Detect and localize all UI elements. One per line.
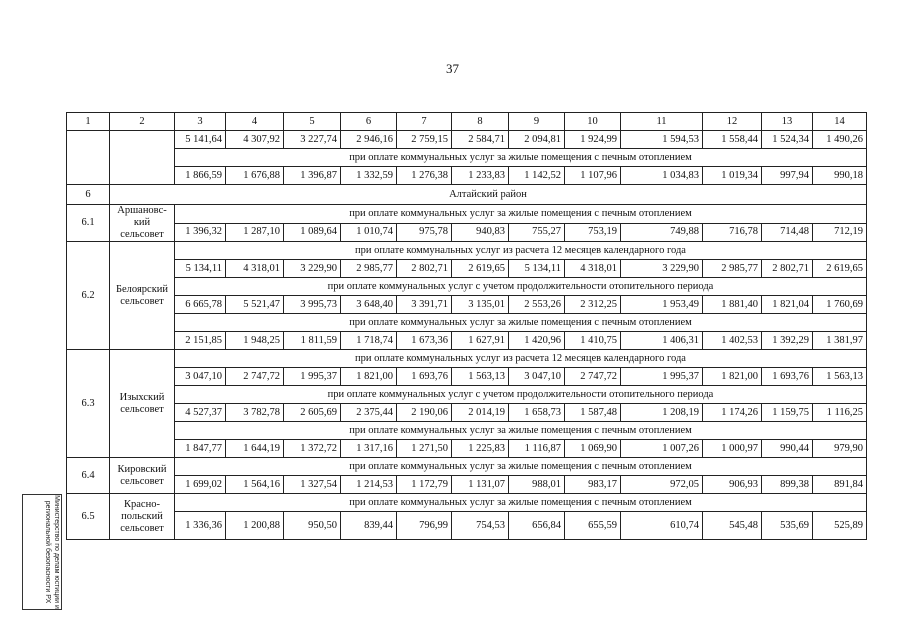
value-cell: 1 627,91: [452, 332, 509, 350]
value-cell: 1 524,34: [762, 131, 813, 149]
value-cell: 997,94: [762, 167, 813, 185]
header-cell: 13: [762, 113, 813, 131]
index-cell: [67, 131, 110, 185]
value-cell: 753,19: [565, 223, 621, 242]
value-cell: 1 821,00: [341, 368, 397, 386]
value-cell: 2 985,77: [341, 260, 397, 278]
value-cell: 1 007,26: [621, 440, 703, 458]
value-cell: 1 658,73: [509, 404, 565, 422]
note-cell: при оплате коммунальных услуг за жилые помещения с печным отоплением: [175, 314, 867, 332]
header-cell: 12: [703, 113, 762, 131]
value-cell: 1 392,29: [762, 332, 813, 350]
value-cell: 4 307,92: [226, 131, 284, 149]
value-cell: 899,38: [762, 476, 813, 494]
note-cell: при оплате коммунальных услуг из расчета 12 месяцев календарного года: [175, 350, 867, 368]
settlement-name: Аршановс-кий сельсовет: [110, 205, 175, 242]
value-cell: 2 759,15: [397, 131, 452, 149]
stamp-text: Министерство по делам юстиции и региональной безопасности РХ: [44, 495, 60, 609]
table-row: [67, 512, 867, 540]
value-cell: 4 318,01: [226, 260, 284, 278]
value-cell: 1 131,07: [452, 476, 509, 494]
settlement-index: 6.3: [67, 350, 110, 458]
value-cell: 1 317,16: [341, 440, 397, 458]
value-cell: 1 116,25: [813, 404, 867, 422]
value-cell: 2 190,06: [397, 404, 452, 422]
settlement-name: Белоярский сельсовет: [110, 242, 175, 350]
value-cell: 4 527,37: [175, 404, 226, 422]
settlement-index: 6.1: [67, 205, 110, 242]
value-cell: 3 047,10: [175, 368, 226, 386]
value-cell: 2 747,72: [226, 368, 284, 386]
value-cell: 2 747,72: [565, 368, 621, 386]
value-cell: 1 821,00: [703, 368, 762, 386]
value-cell: 950,50: [284, 512, 341, 540]
note-row: [67, 350, 867, 368]
value-cell: 1 287,10: [226, 223, 284, 242]
value-cell: 3 782,78: [226, 404, 284, 422]
value-cell: 3 229,90: [284, 260, 341, 278]
value-cell: 2 802,71: [397, 260, 452, 278]
value-cell: 990,18: [813, 167, 867, 185]
value-cell: 3 047,10: [509, 368, 565, 386]
value-cell: 3 229,90: [621, 260, 703, 278]
value-cell: 535,69: [762, 512, 813, 540]
value-cell: 906,93: [703, 476, 762, 494]
value-cell: 6 665,78: [175, 296, 226, 314]
page-number: 37: [446, 61, 459, 76]
value-cell: 988,01: [509, 476, 565, 494]
value-cell: 1 172,79: [397, 476, 452, 494]
header-cell: 11: [621, 113, 703, 131]
note-row: [67, 242, 867, 260]
value-cell: 1 200,88: [226, 512, 284, 540]
name-cell: [110, 131, 175, 185]
value-cell: 1 174,26: [703, 404, 762, 422]
note-cell: при оплате коммунальных услуг за жилые помещения с печным отоплением: [175, 149, 867, 167]
header-cell: 3: [175, 113, 226, 131]
value-cell: 839,44: [341, 512, 397, 540]
note-cell: при оплате коммунальных услуг с учетом продолжительности отопительного периода: [175, 278, 867, 296]
note-cell: при оплате коммунальных услуг за жилые помещения с печным отоплением: [175, 458, 867, 476]
value-cell: 1 010,74: [341, 223, 397, 242]
value-cell: 716,78: [703, 223, 762, 242]
note-cell: при оплате коммунальных услуг из расчета 12 месяцев календарного года: [175, 242, 867, 260]
value-cell: 972,05: [621, 476, 703, 494]
value-cell: 3 648,40: [341, 296, 397, 314]
value-cell: 1 069,90: [565, 440, 621, 458]
value-cell: 1 327,54: [284, 476, 341, 494]
value-cell: 979,90: [813, 440, 867, 458]
settlement-index: 6.5: [67, 494, 110, 540]
value-cell: 1 563,13: [813, 368, 867, 386]
value-cell: 755,27: [509, 223, 565, 242]
value-cell: 1 159,75: [762, 404, 813, 422]
value-cell: 1 847,77: [175, 440, 226, 458]
value-cell: 1 116,87: [509, 440, 565, 458]
value-cell: 1 563,13: [452, 368, 509, 386]
table-row: [67, 368, 867, 386]
note-cell: при оплате коммунальных услуг за жилые помещения с печным отоплением: [175, 422, 867, 440]
note-row: [67, 494, 867, 512]
value-cell: 1 490,26: [813, 131, 867, 149]
value-cell: 749,88: [621, 223, 703, 242]
value-cell: 1 995,37: [284, 368, 341, 386]
value-cell: 1 644,19: [226, 440, 284, 458]
value-cell: 1 019,34: [703, 167, 762, 185]
value-cell: 1 558,44: [703, 131, 762, 149]
value-cell: 714,48: [762, 223, 813, 242]
value-cell: 1 402,53: [703, 332, 762, 350]
value-cell: 1 693,76: [397, 368, 452, 386]
value-cell: 3 391,71: [397, 296, 452, 314]
value-cell: 655,59: [565, 512, 621, 540]
value-cell: 1 214,53: [341, 476, 397, 494]
tariff-table: [66, 112, 867, 540]
settlement-name: Изыхский сельсовет: [110, 350, 175, 458]
note-cell: при оплате коммунальных услуг с учетом продолжительности отопительного периода: [175, 386, 867, 404]
header-row: [67, 113, 867, 131]
value-cell: 1 821,04: [762, 296, 813, 314]
value-cell: 3 135,01: [452, 296, 509, 314]
value-cell: 983,17: [565, 476, 621, 494]
value-cell: 1 233,83: [452, 167, 509, 185]
value-cell: 1 693,76: [762, 368, 813, 386]
value-cell: 2 802,71: [762, 260, 813, 278]
value-cell: 1 276,38: [397, 167, 452, 185]
value-cell: 975,78: [397, 223, 452, 242]
header-cell: 4: [226, 113, 284, 131]
value-cell: 1 406,31: [621, 332, 703, 350]
value-cell: 1 924,99: [565, 131, 621, 149]
value-cell: 656,84: [509, 512, 565, 540]
table-row: [67, 440, 867, 458]
value-cell: 1 811,59: [284, 332, 341, 350]
value-cell: 1 142,52: [509, 167, 565, 185]
value-cell: 3 227,74: [284, 131, 341, 149]
header-cell: 2: [110, 113, 175, 131]
value-cell: 1 336,36: [175, 512, 226, 540]
value-cell: 3 995,73: [284, 296, 341, 314]
header-cell: 9: [509, 113, 565, 131]
header-cell: 10: [565, 113, 621, 131]
note-row: [67, 314, 867, 332]
value-cell: 1 410,75: [565, 332, 621, 350]
value-cell: 754,53: [452, 512, 509, 540]
value-cell: 2 375,44: [341, 404, 397, 422]
table-row: [67, 260, 867, 278]
value-cell: 2 014,19: [452, 404, 509, 422]
settlement-name: Красно-польский сельсовет: [110, 494, 175, 540]
table-row: [67, 332, 867, 350]
note-row: [67, 205, 867, 224]
header-cell: 8: [452, 113, 509, 131]
district-row: [67, 185, 867, 205]
value-cell: 1 381,97: [813, 332, 867, 350]
value-cell: 940,83: [452, 223, 509, 242]
note-cell: при оплате коммунальных услуг за жилые помещения с печным отоплением: [175, 494, 867, 512]
value-cell: 712,19: [813, 223, 867, 242]
value-cell: 610,74: [621, 512, 703, 540]
table-row: [67, 404, 867, 422]
value-cell: 1 332,59: [341, 167, 397, 185]
value-cell: 1 225,83: [452, 440, 509, 458]
table-row: [67, 167, 867, 185]
value-cell: 1 000,97: [703, 440, 762, 458]
value-cell: 2 312,25: [565, 296, 621, 314]
value-cell: 1 953,49: [621, 296, 703, 314]
header-cell: 1: [67, 113, 110, 131]
value-cell: 2 985,77: [703, 260, 762, 278]
value-cell: 1 271,50: [397, 440, 452, 458]
value-cell: 2 619,65: [813, 260, 867, 278]
value-cell: 2 584,71: [452, 131, 509, 149]
settlement-name: Кировский сельсовет: [110, 458, 175, 494]
note-row: [67, 458, 867, 476]
value-cell: 1 587,48: [565, 404, 621, 422]
table-row: [67, 476, 867, 494]
value-cell: 2 605,69: [284, 404, 341, 422]
value-cell: 5 141,64: [175, 131, 226, 149]
registration-stamp: [22, 494, 62, 610]
table-row: [67, 131, 867, 149]
note-row: [67, 278, 867, 296]
header-cell: 7: [397, 113, 452, 131]
value-cell: 796,99: [397, 512, 452, 540]
value-cell: 1 396,32: [175, 223, 226, 242]
note-row: [67, 422, 867, 440]
header-cell: 14: [813, 113, 867, 131]
value-cell: 2 094,81: [509, 131, 565, 149]
value-cell: 1 420,96: [509, 332, 565, 350]
value-cell: 5 521,47: [226, 296, 284, 314]
value-cell: 1 676,88: [226, 167, 284, 185]
table-row: [67, 296, 867, 314]
value-cell: 1 866,59: [175, 167, 226, 185]
value-cell: 1 760,69: [813, 296, 867, 314]
value-cell: 4 318,01: [565, 260, 621, 278]
value-cell: 5 134,11: [509, 260, 565, 278]
value-cell: 525,89: [813, 512, 867, 540]
value-cell: 1 948,25: [226, 332, 284, 350]
value-cell: 545,48: [703, 512, 762, 540]
value-cell: 1 034,83: [621, 167, 703, 185]
settlement-index: 6.2: [67, 242, 110, 350]
value-cell: 1 372,72: [284, 440, 341, 458]
value-cell: 990,44: [762, 440, 813, 458]
value-cell: 2 553,26: [509, 296, 565, 314]
value-cell: 1 673,36: [397, 332, 452, 350]
value-cell: 2 619,65: [452, 260, 509, 278]
value-cell: 1 107,96: [565, 167, 621, 185]
value-cell: 1 564,16: [226, 476, 284, 494]
value-cell: 2 946,16: [341, 131, 397, 149]
value-cell: 1 699,02: [175, 476, 226, 494]
district-name: Алтайский район: [110, 185, 867, 205]
header-cell: 6: [341, 113, 397, 131]
note-cell: при оплате коммунальных услуг за жилые помещения с печным отоплением: [175, 205, 867, 224]
value-cell: 2 151,85: [175, 332, 226, 350]
value-cell: 1 718,74: [341, 332, 397, 350]
settlement-index: 6.4: [67, 458, 110, 494]
note-row: [67, 149, 867, 167]
value-cell: 5 134,11: [175, 260, 226, 278]
district-index: 6: [67, 185, 110, 205]
value-cell: 1 881,40: [703, 296, 762, 314]
table-row: [67, 223, 867, 242]
note-row: [67, 386, 867, 404]
value-cell: 1 396,87: [284, 167, 341, 185]
value-cell: 1 208,19: [621, 404, 703, 422]
value-cell: 891,84: [813, 476, 867, 494]
value-cell: 1 995,37: [621, 368, 703, 386]
value-cell: 1 089,64: [284, 223, 341, 242]
header-cell: 5: [284, 113, 341, 131]
value-cell: 1 594,53: [621, 131, 703, 149]
